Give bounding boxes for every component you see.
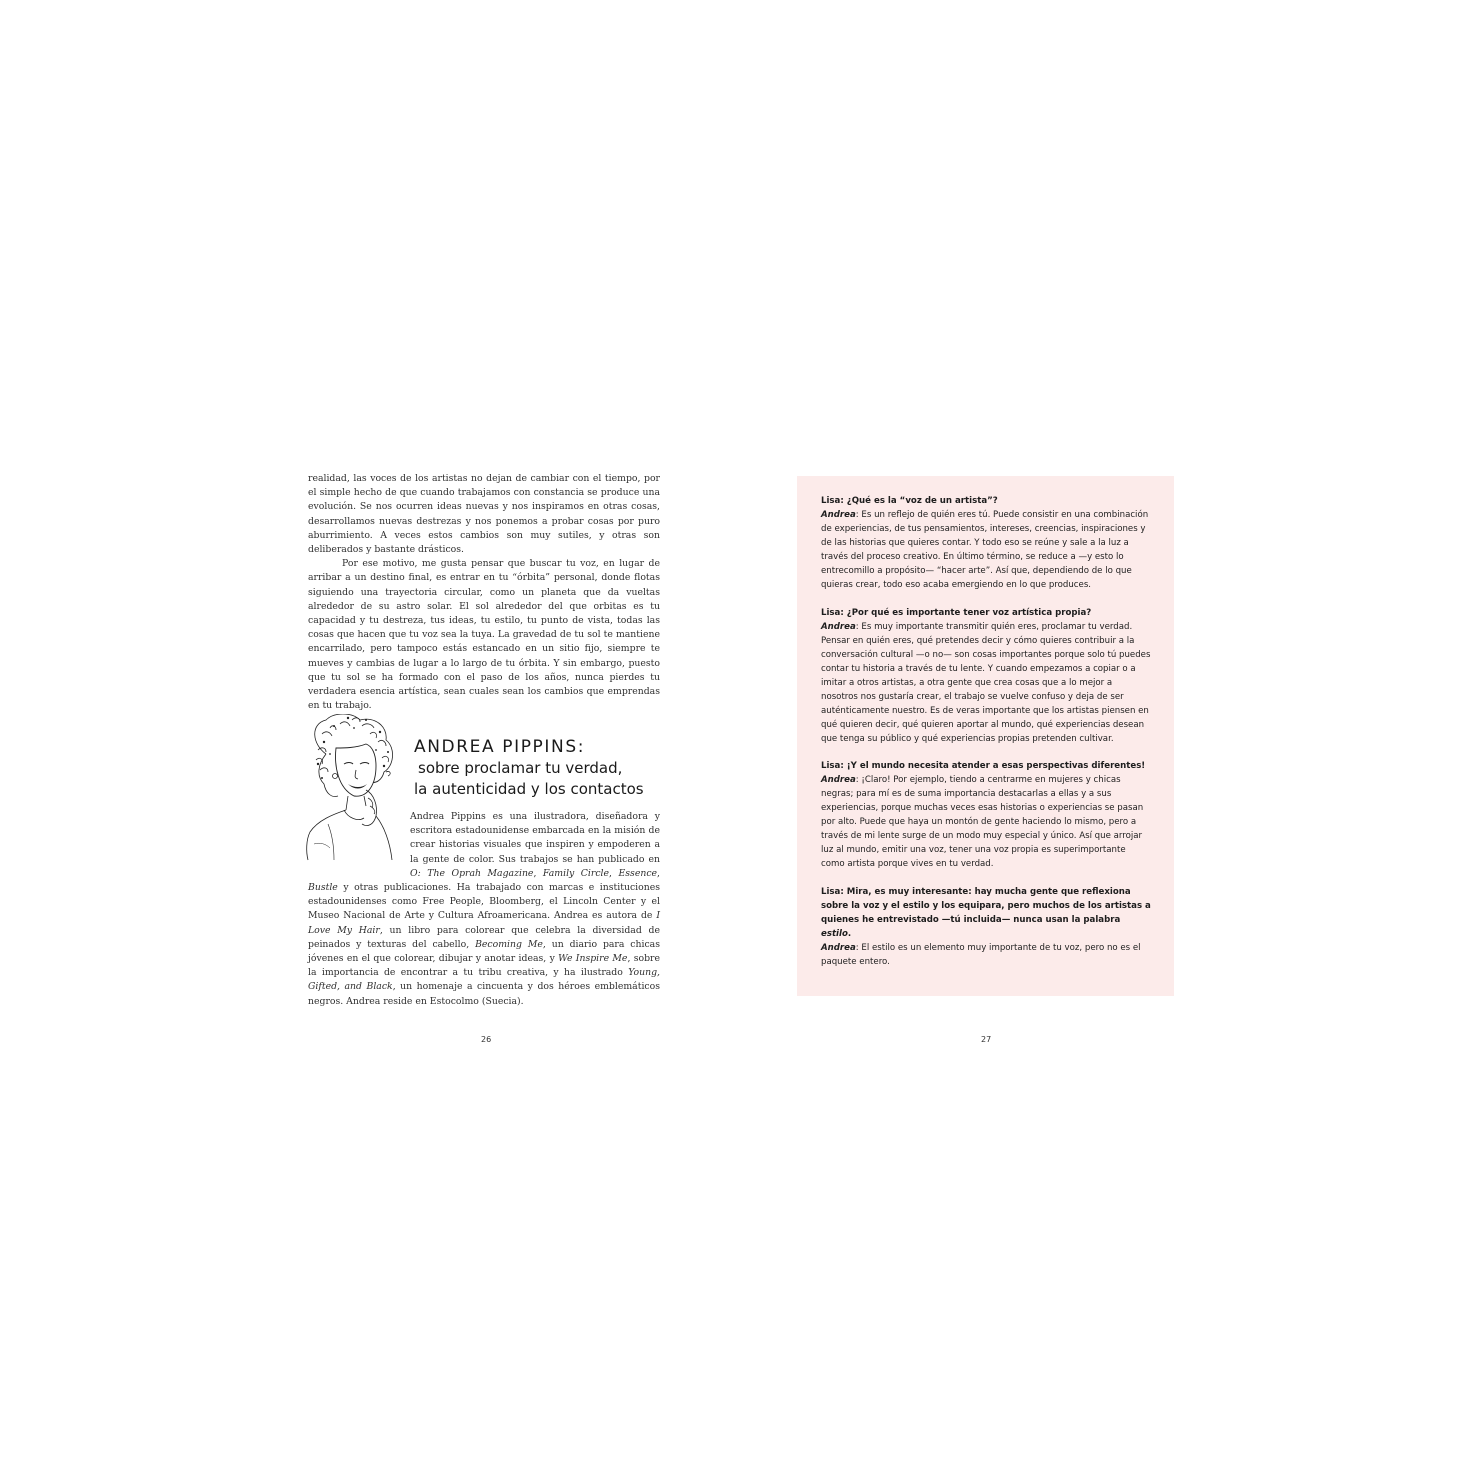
interview-text <box>821 494 1151 982</box>
body-text <box>308 472 660 713</box>
heading-name: ANDREA PIPPINS: <box>414 737 586 757</box>
interview-answer <box>821 508 1151 592</box>
bio-segment: y otras publicaciones. Ha trabajado con marcas e instituciones estadounidenses como Free People, Bloomberg, el Lincoln Center y el Museo Nacional de Arte y Cultura Afroamericana. Andrea es autora de <box>308 882 660 922</box>
bio-segment: , <box>657 867 660 879</box>
heading-subtitle-line-1: sobre proclamar tu verdad, <box>418 759 623 777</box>
bio-title: Becoming Me <box>475 938 543 950</box>
bio-title: Essence <box>618 867 658 879</box>
interview-exchange <box>821 606 1151 746</box>
bio-segment: , un homenaje a cincuenta y dos héroes emblemáticos negros. Andrea reside en Estocolmo (Suecia). <box>308 981 660 1007</box>
interview-exchange <box>821 759 1151 871</box>
interview-question: Lisa: ¿Qué es la “voz de un artista”? <box>821 496 998 506</box>
interview-exchange <box>821 494 1151 592</box>
question-text: . <box>847 928 852 939</box>
speaker-name: Andrea <box>821 621 856 632</box>
question-emphasis: estilo <box>821 928 848 939</box>
interview-answer <box>821 620 1151 746</box>
speaker-name: Andrea <box>821 775 856 785</box>
answer-text: : ¡Claro! Por ejemplo, tiendo a centrarme en mujeres y chicas negras; para mí es de suma importancia destacarlas a ellas y a sus experiencias, porque muchas veces esas historias o experiencias se pasan por alto. Puede que haya un montón de gente haciendo lo mismo, pero a través de mi lente surge de un modo muy especial y único. Así que arrojar luz al mundo, emitir una voz, tener una voz propia es superimportante como artista porque vives en tu verdad. <box>821 775 1144 869</box>
interview-question <box>821 885 1151 941</box>
profile-heading <box>414 736 674 800</box>
bio-title: We Inspire Me <box>558 953 628 965</box>
interview-answer <box>821 773 1151 871</box>
speaker-name: Andrea <box>821 942 856 953</box>
page-number-left: 26 <box>481 1035 492 1044</box>
portrait-wrap-spacer <box>308 810 410 868</box>
bio-segment: , <box>609 867 619 879</box>
bio-title: Family Circle <box>542 867 610 879</box>
interview-exchange <box>821 885 1151 969</box>
speaker-name: Andrea <box>821 510 856 520</box>
bio-segment: , sobre la importancia de encontrar a tu tribu creativa, y ha ilustrado <box>308 953 660 979</box>
page-number-right: 27 <box>981 1035 992 1044</box>
bio-text <box>308 810 660 1009</box>
bio-segment: , un diario para chicas jóvenes en el que colorear, dibujar y anotar ideas, y <box>308 938 660 965</box>
paragraph: realidad, las voces de los artistas no dejan de cambiar con el tiempo, por el simple hecho de que cuando trabajamos con constancia se produce una evolución. Se nos ocurren ideas nuevas y nos inspiramos en otras cosas, desarrollamos nuevas destrezas y nos ponemos a probar cosas por puro aburrimiento. A veces estos cambios son muy sutiles, y otras son deliberados y bastante drásticos. <box>308 473 660 556</box>
left-page-body <box>308 472 660 713</box>
question-text: Lisa: Mira, es muy interesante: hay mucha gente que reflexiona sobre la voz y el estilo y los equipara, pero muchos de los artistas a quienes he entrevistado —tú incluida— nunca usan la palabra <box>821 886 1151 925</box>
bio-title: Young, Gifted, and Black <box>308 967 660 993</box>
answer-text: : El estilo es un elemento muy importante de tu voz, pero no es el paquete entero. <box>821 942 1141 967</box>
answer-text: : Es un reflejo de quién eres tú. Puede consistir en una combinación de experiencias, de tus pensamientos, intereses, creencias, inspiraciones y de las historias que quieres contar. Y todo eso se reúne y sale a la luz a través del proceso creativo. En último término, se reduce a —y esto lo entrecomillo a propósito— “hacer arte”. Así que, dependiendo de lo que quieras crear, todo eso acaba emergiendo en lo que produces. <box>821 510 1149 590</box>
paragraph: Por ese motivo, me gusta pensar que buscar tu voz, en lugar de arribar a un destino final, es entrar en tu “órbita” personal, donde flotas siguiendo una trayectoria circular, como un planeta que da vueltas alrededor de su astro solar. El sol alrededor del que orbitas es tu capacidad y tu destreza, tus ideas, tu estilo, tu punto de vista, todas las cosas que hacen que tu voz sea la tuya. La gravedad de tu sol te mantiene encarrilado, pero tampoco estás estancado en un sitio fijo, siempre te mueves y cambias de lugar a lo largo de tu órbita. Y sin embargo, puesto que tu sol se ha formado con el paso de los años, nunca pierdes tu verdadera esencia artística, sean cuales sean los cambios que emprendas en tu trabajo. <box>308 558 660 712</box>
bio-segment: , un libro para colorear que celebra la diversidad de peinados y texturas del cabello, <box>308 924 660 950</box>
bio-title: O: The Oprah Magazine <box>410 867 534 879</box>
bio-segment: , <box>533 867 543 879</box>
answer-text: : Es muy importante transmitir quién eres, proclamar tu verdad. Pensar en quién eres, qué pretendes decir y cómo quieres contribuir a la conversación cultural —o no— son cosas importantes porque solo tú puedes contar tu historia a través de tu lente. Y cuando empezamos a copiar o a imitar a otros artistas, a otra gente que crea cosas que a lo mejor a nosotros nos gustaría crear, el trabajo se vuelve confuso y deja de ser auténticamente nuestro. Es de veras importante que los artistas piensen en qué quieren decir, qué quieren aportar al mundo, qué experiencias desean que tenga su público y qué experiencias propias pretenden cultivar. <box>821 621 1151 744</box>
interview-question: Lisa: ¿Por qué es importante tener voz artística propia? <box>821 607 1092 618</box>
heading-subtitle-line-2: la autenticidad y los contactos <box>414 780 644 798</box>
interview-answer <box>821 941 1151 969</box>
bio-segment: Andrea Pippins es una ilustradora, diseñadora y escritora estadounidense embarcada en la misión de crear historias visuales que inspiren y empoderen a la gente de color. Sus trabajos se han publicado en <box>410 811 660 865</box>
bio-title: Bustle <box>308 882 338 894</box>
bio-title: I Love My Hair <box>308 910 660 936</box>
interview-question: Lisa: ¡Y el mundo necesita atender a esas perspectivas diferentes! <box>821 761 1146 771</box>
